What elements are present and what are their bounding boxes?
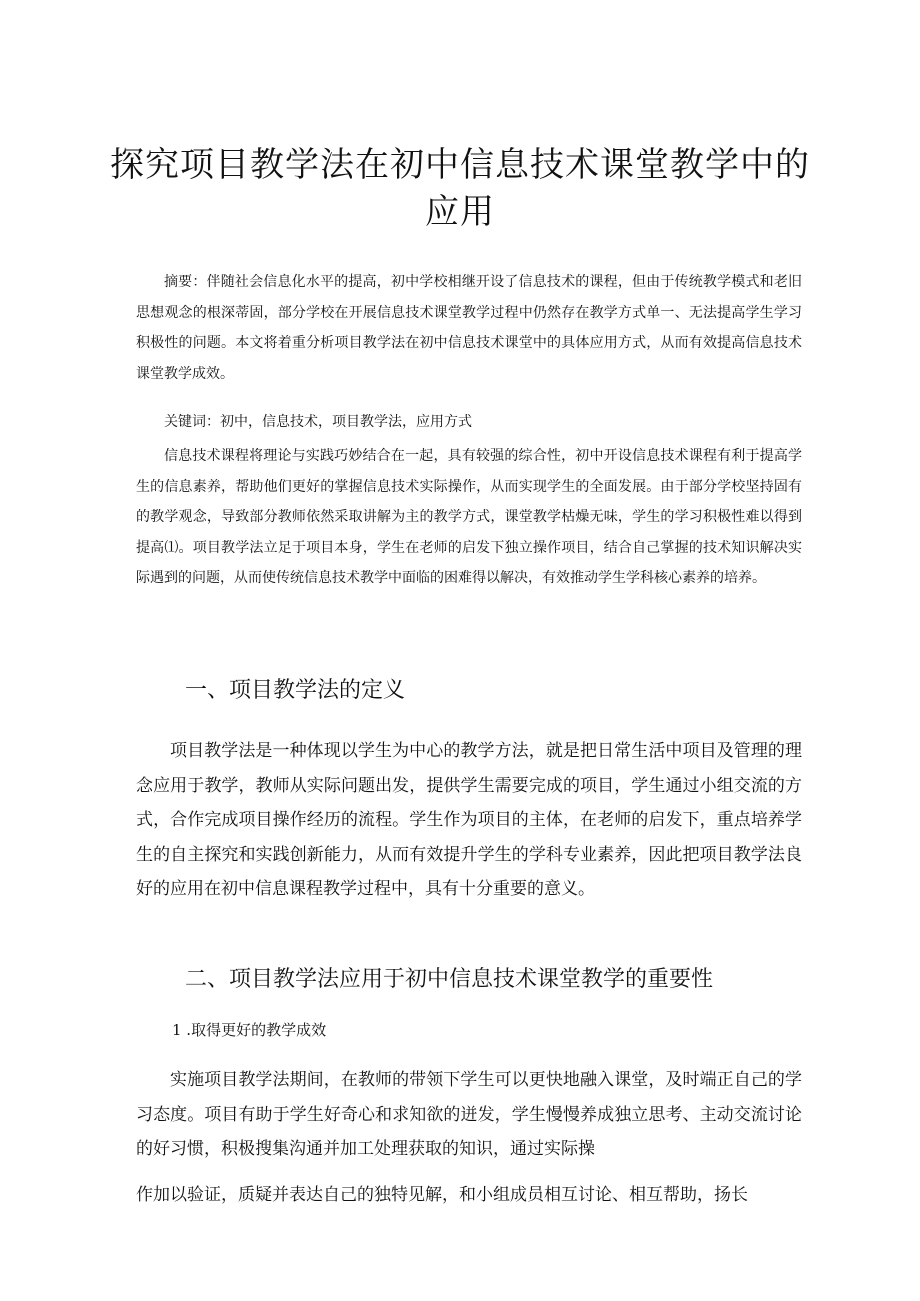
intro-paragraph: 信息技术课程将理论与实践巧妙结合在一起，具有较强的综合性，初中开设信息技术课程有利于提高学生的信息素养，帮助他们更好的掌握信息技术实际操作，从而实现学生的全面发展。由于部分学校坚持固有的教学观念，导致部分教师依然采取讲解为主的教学方式，课堂教学枯燥无味，学生的学习积极性难以得到提高⑴。项目教学法立足于项目本身，学生在老师的启发下独立操作项目，结合自己掌握的技术知识解决实际遇到的问题，从而使传统信息技术教学中面临的困难得以解决，有效推动学生学科核心素养的培养。	[136, 448, 802, 586]
section-2-heading: 二、项目教学法应用于初中信息技术课堂教学的重要性	[185, 967, 714, 992]
section-2-continuation: 作加以验证，质疑并表达自己的独特见解，和小组成员相互讨论、相互帮助，扬长	[136, 1185, 748, 1205]
abstract: 摘要：伴随社会信息化水平的提高，初中学校相继开设了信息技术的课程，但由于传统教学模式和老旧思想观念的根深蒂固，部分学校在开展信息技术课堂教学过程中仍然存在教学方式单一、无法提高学生学习积极性的问题。本文将着重分析项目教学法在初中信息技术课堂中的具体应用方式，从而有效提高信息技术课堂教学成效。	[136, 274, 802, 382]
section-2-subheading: 1 .取得更好的教学成效	[172, 1021, 327, 1039]
section-1-heading: 一、项目教学法的定义	[185, 678, 406, 703]
section-1-body: 项目教学法是一种体现以学生为中心的教学方法，就是把日常生活中项目及管理的理念应用于教学，教师从实际问题出发，提供学生需要完成的项目，学生通过小组交流的方式，合作完成项目操作经历的流程。学生作为项目的主体，在老师的启发下，重点培养学生的自主探究和实践创新能力，从而有效提升学生的学科专业素养，因此把项目教学法良好的应用在初中信息课程教学过程中，具有十分重要的意义。	[136, 741, 802, 899]
document-title: 探究项目教学法在初中信息技术课堂教学中的应用	[110, 145, 810, 232]
section-2-body: 实施项目教学法期间，在教师的带领下学生可以更快地融入课堂，及时端正自己的学习态度。项目有助于学生好奇心和求知欲的迸发，学生慢慢养成独立思考、主动交流讨论的好习惯，积极搜集沟通并加工处理获取的知识，通过实际操	[136, 1070, 802, 1159]
keywords: 关键词：初中，信息技术，项目教学法，应用方式	[164, 414, 472, 430]
